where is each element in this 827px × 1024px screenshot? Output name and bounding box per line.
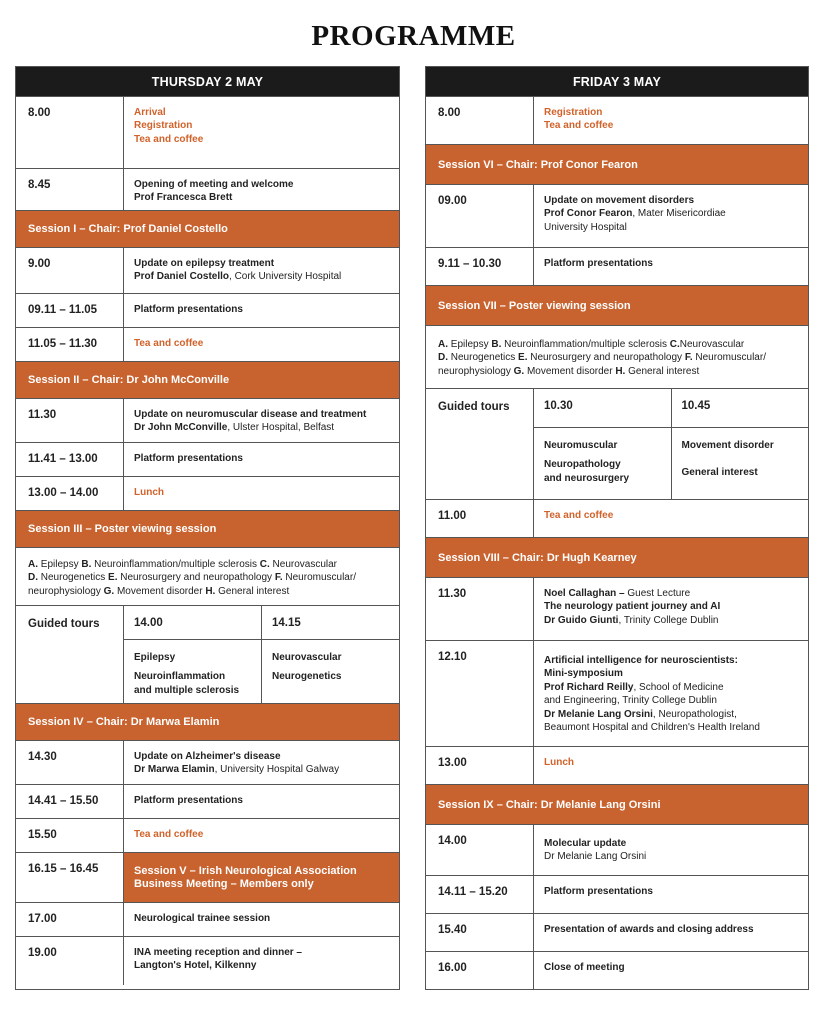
time-cell: 14.00 — [438, 835, 467, 847]
tour-column — [533, 389, 671, 499]
schedule-row — [426, 875, 808, 913]
content-cell — [123, 741, 399, 784]
schedule-row — [426, 96, 808, 144]
session-header: Session VI – Chair: Prof Conor Fearon — [426, 144, 808, 184]
time-cell: 12.10 — [438, 651, 467, 663]
content-line: Update on epilepsy treatment — [134, 258, 275, 269]
content-cell — [533, 97, 808, 144]
content-line — [134, 763, 389, 776]
content-line: Tea and coffee — [544, 120, 614, 132]
time-cell: 9.11 – 10.30 — [438, 258, 502, 270]
content-cell: Platform presentations — [123, 294, 399, 327]
time-cell: 11.41 – 13.00 — [28, 453, 98, 465]
content-line — [134, 270, 389, 283]
schedule-row — [16, 476, 399, 510]
time-cell: 11.00 — [438, 510, 467, 522]
content-line: The neurology patient journey and AI — [544, 601, 721, 613]
speaker-affiliation: , Mater Misericordiae — [632, 208, 726, 220]
session-header: Session I – Chair: Prof Daniel Costello — [16, 210, 399, 247]
schedule-row — [16, 293, 399, 327]
content-cell — [123, 937, 399, 985]
content-line: Opening of meeting and welcome — [134, 179, 294, 190]
tour-time: 10.30 — [534, 389, 671, 428]
content-cell: Platform presentations — [123, 443, 399, 476]
content-cell: Tea and coffee — [533, 500, 808, 537]
time-cell: 15.50 — [28, 829, 57, 841]
content-line — [544, 681, 798, 694]
content-line: INA meeting reception and dinner – — [134, 947, 302, 958]
schedule-row — [426, 913, 808, 951]
content-line: Mini-symposium — [544, 668, 623, 680]
content-cell — [123, 248, 399, 293]
time-cell: 13.00 – 14.00 — [28, 487, 99, 499]
business-meeting-cell — [123, 853, 399, 902]
time-cell: 11.30 — [28, 409, 57, 421]
schedule-row — [426, 577, 808, 640]
content-line: Beaumont Hospital and Children's Health Ireland — [544, 722, 760, 734]
schedule-row — [16, 442, 399, 476]
friday-schedule — [425, 66, 809, 990]
speaker-name: Dr Marwa Elamin — [134, 764, 215, 776]
poster-topics: A. Epilepsy B. Neuroinflammation/multiple sclerosis C.Neurovascular D. Neurogenetics E. Neurosurgery and neuropathology F. Neuromuscular/ neurophysiology G. Movement disorder H. General interest — [426, 325, 808, 388]
schedule-row — [16, 818, 399, 852]
time-cell: 14.11 – 15.20 — [438, 886, 508, 898]
content-cell: Close of meeting — [533, 952, 808, 989]
content-line: University Hospital — [544, 221, 627, 233]
schedule-row — [426, 247, 808, 285]
speaker-affiliation: , School of Medicine — [633, 681, 724, 693]
content-line — [544, 708, 798, 721]
schedule-row — [16, 247, 399, 293]
session-header: Session VII – Poster viewing session — [426, 285, 808, 325]
content-line: and Engineering, Trinity College Dublin — [544, 695, 717, 707]
content-cell — [533, 641, 808, 746]
content-cell — [533, 578, 808, 640]
speaker-name: Dr Melanie Lang Orsini — [544, 708, 653, 720]
friday-header: FRIDAY 3 MAY — [426, 67, 808, 96]
session-header: Session IX – Chair: Dr Melanie Lang Orsini — [426, 784, 808, 824]
tour-topics: Movement disorder General interest — [681, 440, 774, 479]
content-line: Update on movement disorders — [544, 195, 695, 206]
time-cell: 16.15 – 16.45 — [28, 863, 99, 875]
guided-tours — [426, 388, 808, 499]
time-cell: 8.45 — [28, 179, 51, 191]
speaker-name: Dr John McConville — [134, 422, 228, 434]
schedule-row — [426, 824, 808, 875]
content-cell: Neurological trainee session — [123, 903, 399, 936]
schedule-row — [426, 640, 808, 746]
schedule-row — [426, 184, 808, 247]
poster-topics: A. Epilepsy B. Neuroinflammation/multiple sclerosis C. Neurovascular D. Neurogenetics E. Neurosurgery and neuropathology F. Neuromuscular/ neurophysiology G. Movement disorder H. General interest — [16, 547, 399, 605]
speaker-name: Prof Richard Reilly — [544, 681, 634, 693]
content-line — [544, 207, 798, 220]
time-cell: 11.05 – 11.30 — [28, 338, 98, 350]
schedule-row — [16, 740, 399, 784]
content-cell: Platform presentations — [533, 876, 808, 913]
content-line: Session V – Irish Neurological Association — [134, 865, 357, 877]
thursday-schedule — [15, 66, 400, 990]
time-cell: 14.30 — [28, 751, 57, 763]
schedule-row — [16, 852, 399, 902]
content-cell: Lunch — [533, 747, 808, 784]
content-cell: Presentation of awards and closing address — [533, 914, 808, 951]
time-cell: 09.11 – 11.05 — [28, 304, 98, 316]
tour-column — [671, 389, 809, 499]
content-line — [544, 587, 798, 600]
content-cell: Tea and coffee — [123, 328, 399, 361]
content-line — [544, 614, 798, 627]
page-title: PROGRAMME — [311, 20, 516, 52]
thursday-header: THURSDAY 2 MAY — [16, 67, 399, 96]
tour-time: 14.15 — [262, 606, 399, 640]
session-header: Session IV – Chair: Dr Marwa Elamin — [16, 703, 399, 740]
content-line: Registration — [134, 120, 193, 132]
content-line: Prof Francesca Brett — [134, 192, 233, 204]
tour-topics: Epilepsy Neuroinflammation and multiple sclerosis — [134, 652, 240, 696]
speaker-affiliation: , University Hospital Galway — [214, 764, 340, 776]
time-cell: 8.00 — [28, 107, 51, 119]
schedule-row — [16, 902, 399, 936]
content-line: Langton's Hotel, Kilkenny — [134, 960, 257, 972]
schedule-row — [16, 784, 399, 818]
time-cell: 15.40 — [438, 924, 467, 936]
time-cell: 09.00 — [438, 195, 467, 207]
time-cell: 11.30 — [438, 588, 467, 600]
speaker-affiliation: , Neuropathologist, — [652, 708, 737, 720]
content-cell — [123, 97, 399, 168]
content-cell: Lunch — [123, 477, 399, 510]
content-line: Artificial intelligence for neuroscientists: — [544, 655, 738, 666]
tour-column — [261, 606, 399, 703]
content-line: Registration — [544, 107, 603, 118]
tour-column — [123, 606, 261, 703]
schedule-row — [16, 96, 399, 168]
content-line — [134, 421, 389, 434]
tours-label: Guided tours — [28, 618, 100, 630]
schedule-row — [426, 951, 808, 989]
time-cell: 14.41 – 15.50 — [28, 795, 99, 807]
lecture-type: Guest Lecture — [624, 588, 691, 599]
guided-tours — [16, 605, 399, 703]
speaker-name: Dr Guido Giunti — [544, 614, 619, 626]
time-cell: 19.00 — [28, 947, 57, 959]
tours-label: Guided tours — [438, 401, 510, 413]
session-header: Session III – Poster viewing session — [16, 510, 399, 547]
session-header: Session VIII – Chair: Dr Hugh Kearney — [426, 537, 808, 577]
content-cell — [123, 169, 399, 210]
schedule-row — [16, 327, 399, 361]
content-line: Arrival — [134, 107, 166, 118]
content-line: Business Meeting – Members only — [134, 878, 314, 891]
speaker-affiliation: , Trinity College Dublin — [618, 614, 719, 626]
session-header: Session II – Chair: Dr John McConville — [16, 361, 399, 398]
schedule-row — [16, 168, 399, 210]
speaker-name: Prof Daniel Costello — [134, 271, 230, 283]
content-cell: Tea and coffee — [123, 819, 399, 852]
tour-topics: Neuromuscular Neuropathology and neurosurgery — [544, 440, 630, 484]
time-cell: 17.00 — [28, 913, 57, 925]
time-cell: 16.00 — [438, 962, 467, 974]
content-line: Update on Alzheimer's disease — [134, 751, 281, 762]
schedule-row — [426, 499, 808, 537]
speaker-name: Prof Conor Fearon — [544, 208, 633, 220]
content-line: Update on neuromuscular disease and treatment — [134, 409, 367, 420]
schedule-row — [426, 746, 808, 784]
schedule-row — [16, 936, 399, 985]
schedule-row — [16, 398, 399, 442]
speaker-affiliation: , Cork University Hospital — [229, 271, 342, 283]
content-line: Dr Melanie Lang Orsini — [544, 851, 647, 863]
tour-topics: Neurovascular Neurogenetics — [272, 652, 342, 683]
speaker-affiliation: , Ulster Hospital, Belfast — [227, 422, 335, 434]
time-cell: 8.00 — [438, 107, 461, 119]
time-cell: 9.00 — [28, 258, 51, 270]
content-cell — [533, 825, 808, 875]
content-cell — [123, 399, 399, 442]
content-line: Tea and coffee — [134, 133, 204, 145]
tour-time: 14.00 — [124, 606, 261, 640]
tour-time: 10.45 — [672, 389, 809, 428]
content-cell: Platform presentations — [533, 248, 808, 285]
speaker-name: Noel Callaghan – — [544, 588, 625, 599]
time-cell: 13.00 — [438, 757, 467, 769]
content-line: Molecular update — [544, 838, 627, 849]
content-cell — [533, 185, 808, 247]
content-cell: Platform presentations — [123, 785, 399, 818]
